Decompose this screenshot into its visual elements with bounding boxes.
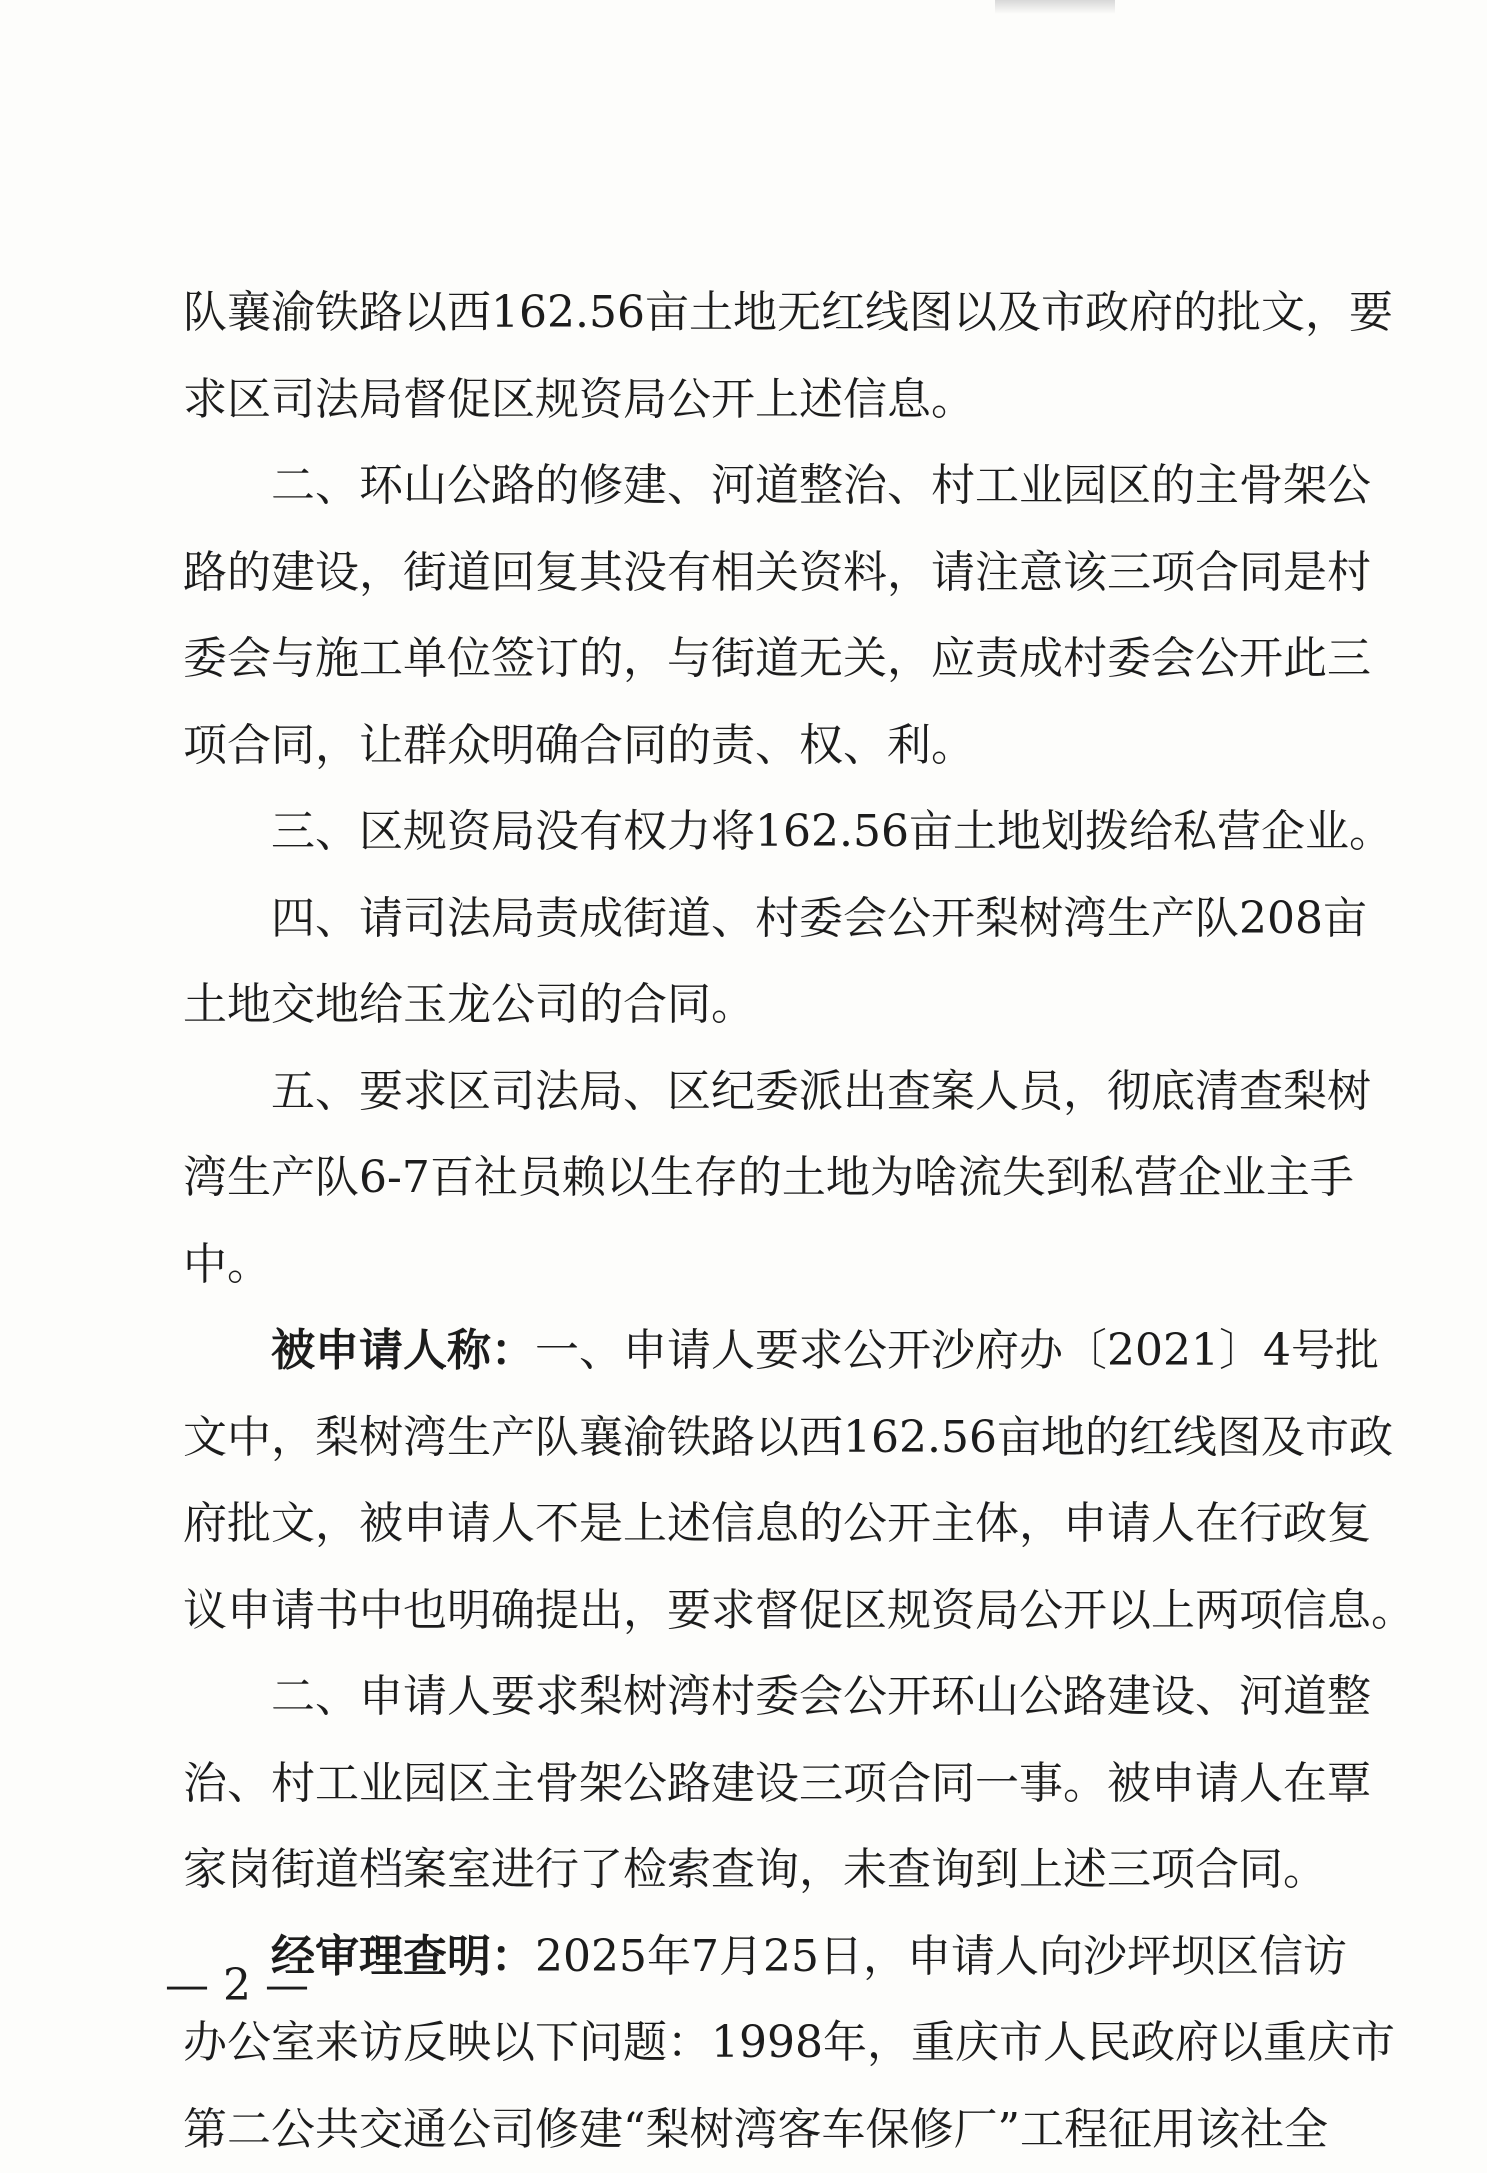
- text-line: 求区司法局督促区规资局公开上述信息。: [183, 357, 1283, 444]
- text-line: 委会与施工单位签订的，与街道无关，应责成村委会公开此三: [183, 616, 1283, 703]
- text-line: 三、区规资局没有权力将162.56亩土地划拨给私营企业。: [183, 789, 1283, 876]
- text-line: 家岗街道档案室进行了检索查询，未查询到上述三项合同。: [183, 1827, 1283, 1914]
- text-line: 五、要求区司法局、区纪委派出查案人员，彻底清查梨树: [183, 1049, 1283, 1136]
- text-line: 治、村工业园区主骨架公路建设三项合同一事。被申请人在覃: [183, 1741, 1283, 1828]
- findings-lead: 经审理查明：: [271, 1931, 535, 1982]
- respondent-lead: 被申请人称：: [271, 1325, 535, 1376]
- text-line: 四、请司法局责成街道、村委会公开梨树湾生产队208亩: [183, 876, 1283, 963]
- text-line: 第二公共交通公司修建“梨树湾客车保修厂”工程征用该社全: [183, 2087, 1283, 2173]
- text-line: 队襄渝铁路以西162.56亩土地无红线图以及市政府的批文，要: [183, 270, 1283, 357]
- text-line: 路的建设，街道回复其没有相关资料，请注意该三项合同是村: [183, 530, 1283, 617]
- text-line: 办公室来访反映以下问题：1998年，重庆市人民政府以重庆市: [183, 2000, 1283, 2087]
- respondent-statement-line: 被申请人称：一、申请人要求公开沙府办〔2021〕4号批: [183, 1308, 1283, 1395]
- text-line: 湾生产队6-7百社员赖以生存的土地为啥流失到私营企业主手: [183, 1135, 1283, 1222]
- text-line: 文中，梨树湾生产队襄渝铁路以西162.56亩地的红线图及市政: [183, 1395, 1283, 1482]
- text-line: 土地交地给玉龙公司的合同。: [183, 962, 1283, 1049]
- document-body: [183, 270, 1283, 2173]
- findings-line: 经审理查明：2025年7月25日，申请人向沙坪坝区信访: [183, 1914, 1283, 2001]
- text-line: 二、申请人要求梨树湾村委会公开环山公路建设、河道整: [183, 1654, 1283, 1741]
- text-line: 府批文，被申请人不是上述信息的公开主体，申请人在行政复: [183, 1481, 1283, 1568]
- text-line: 二、环山公路的修建、河道整治、村工业园区的主骨架公: [183, 443, 1283, 530]
- page-number: — 2 —: [165, 1960, 309, 2011]
- text-line: 议申请书中也明确提出，要求督促区规资局公开以上两项信息。: [183, 1568, 1283, 1655]
- text-line: 项合同，让群众明确合同的责、权、利。: [183, 703, 1283, 790]
- text-line: 中。: [183, 1222, 1283, 1309]
- scan-mark: [995, 0, 1115, 14]
